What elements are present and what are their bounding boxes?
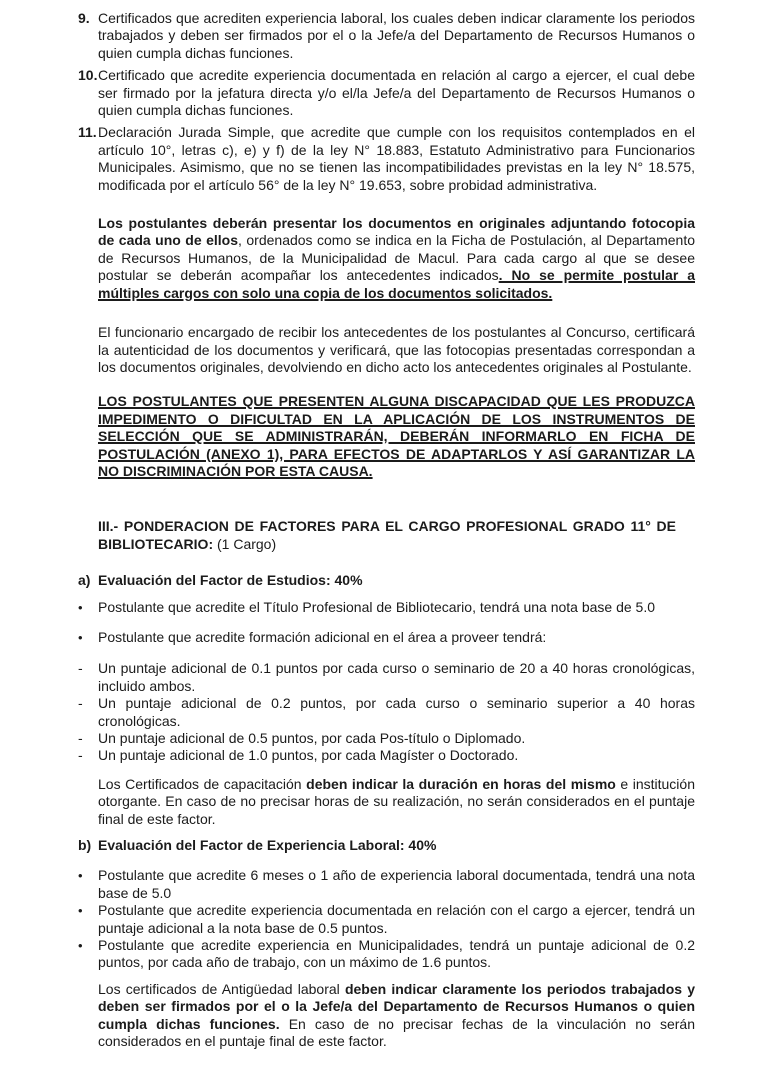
dash-item [78, 730, 695, 747]
dash-item [78, 660, 695, 695]
item-number: 9. [78, 10, 90, 26]
item-text: Certificados que acrediten experiencia laboral, los cuales deben indicar claramente los periodos trabajados y deben ser firmados por el o la Jefe/a del Departamento de Recursos Humanos o quien cumpla dichas funciones. [98, 10, 695, 61]
bullet-text: Postulante que acredite formación adicional en el área a proveer tendrá: [98, 628, 547, 645]
bullet-text: Postulante que acredite experiencia documentada en relación con el cargo a ejercer, tendrá un puntaje adicional a la nota base de 0.5 puntos. [98, 902, 695, 936]
para-presentacion [98, 215, 695, 302]
factor-a-heading [78, 572, 695, 589]
para-presentacion-underlined-end: . No se permite postular a múltiples cargos con solo una copia de los documentos solicitados. [98, 267, 695, 301]
bullet-icon: • [78, 629, 83, 645]
note-antiguedad-tail: En caso de no precisar fechas de la vinculación no serán considerados en el puntaje final de este factor. [98, 1015, 695, 1050]
section-iii-heading [98, 518, 676, 553]
dash-text: Un puntaje adicional de 0.2 puntos, por cada curso o seminario superior a 40 horas cronológicas. [98, 695, 695, 729]
dash-text: Un puntaje adicional de 0.1 puntos por cada curso o seminario de 20 a 40 horas cronológicas, incluido ambos. [98, 660, 695, 694]
bullet-item [78, 599, 695, 616]
note-antiguedad [98, 981, 695, 1051]
bullet-item [78, 867, 695, 902]
note-capacitacion-lead: Los Certificados de capacitación [98, 775, 307, 792]
section-iii-heading-normal: (1 Cargo) [213, 535, 277, 552]
note-antiguedad-lead: Los certificados de Antigüedad laboral [98, 980, 345, 997]
item-text: Certificado que acredite experiencia documentada en relación al cargo a ejercer, el cual debe ser firmado por la jefatura directa y/o el/la Jefe/a del Departamento de Recursos Humanos o quien cumpla dichas funciones. [98, 67, 695, 119]
bullet-item [78, 902, 695, 937]
factor-b-heading [78, 837, 695, 854]
para-presentacion-bold-intro: Los postulantes deberán presentar los documentos en originales adjuntando fotocopia de cada uno de ellos [98, 215, 695, 249]
note-antiguedad-bold: deben indicar claramente los periodos trabajados y deben ser firmados por el o la Jefe/a del Departamento de Recursos Humanos o quien cumpla dichas funciones. [98, 980, 695, 1032]
bullet-icon: • [78, 903, 83, 919]
note-capacitacion-tail: e institución otorgante. En caso de no precisar horas de su realización, no serán considerados en el puntaje final de este factor. [98, 775, 695, 827]
dash-icon: - [78, 660, 83, 677]
section-iii-heading-bold: III.- PONDERACION DE FACTORES PARA EL CARGO PROFESIONAL GRADO 11° DE BIBLIOTECARIO: [98, 518, 676, 552]
para-presentacion-body: , ordenados como se indica en la Ficha de Postulación, al Departamento de Recursos Humanos, de la Municipalidad de Macul. Para cada cargo al que se desee postular se deberán acompañar los antecedentes indicados [98, 232, 695, 284]
factor-b-bullets [78, 867, 695, 971]
note-capacitacion [98, 776, 695, 828]
dash-item [78, 747, 695, 764]
numbered-item-11 [78, 124, 695, 194]
bullet-text: Postulante que acredite 6 meses o 1 año de experiencia laboral documentada, tendrá una nota base de 5.0 [98, 867, 695, 901]
bullet-icon: • [78, 868, 83, 884]
item-number: 11. [78, 124, 97, 141]
dash-list [78, 660, 695, 764]
dash-icon: - [78, 747, 83, 764]
item-text: Declaración Jurada Simple, que acredite que cumple con los requisitos contemplados en el artículo 10°, letras c), e) y f) de la ley N° 18.883, Estatuto Administrativo para Funcionarios Municipales. Asimismo, que no se tienen las incompatibilidades previstas en la ley N° 18.575, modificada por el artículo 56° de la ley N° 19.653, sobre probidad administrativa. [98, 124, 695, 193]
bullet-icon: • [78, 938, 83, 954]
factor-a-title: Evaluación del Factor de Estudios: 40% [98, 572, 363, 589]
bullet-item [78, 937, 695, 972]
factor-b-title: Evaluación del Factor de Experiencia Laboral: 40% [98, 837, 437, 854]
dash-text: Un puntaje adicional de 1.0 puntos, por cada Magíster o Doctorado. [98, 747, 519, 764]
para-funcionario: El funcionario encargado de recibir los antecedentes de los postulantes al Concurso, certificará la autenticidad de los documentos y verificará, que las fotocopias presentadas correspondan a los documentos originales, devolviendo en dicho acto los antecedentes originales al Postulante. [98, 324, 695, 375]
numbered-item-10 [78, 67, 695, 119]
numbered-item-9 [78, 10, 695, 62]
item-number: 10. [78, 67, 98, 84]
dash-icon: - [78, 695, 83, 712]
bullet-icon: • [78, 599, 83, 615]
note-capacitacion-bold: deben indicar la duración en horas del mismo [306, 775, 616, 792]
bullet-text: Postulante que acredite el Título Profesional de Bibliotecario, tendrá una nota base de 5.0 [98, 598, 656, 615]
bullet-text: Postulante que acredite experiencia en Municipalidades, tendrá un puntaje adicional de 0.2 puntos, por cada año de trabajo, con un máximo de 1.6 puntos. [98, 937, 695, 971]
bullet-item [78, 629, 695, 646]
dash-icon: - [78, 730, 83, 746]
dash-item [78, 695, 695, 730]
dash-text: Un puntaje adicional de 0.5 puntos, por cada Pos-título o Diplomado. [98, 730, 526, 746]
factor-b-label: b) [78, 837, 92, 854]
factor-a-label: a) [78, 572, 91, 589]
para-discapacidad: LOS POSTULANTES QUE PRESENTEN ALGUNA DISCAPACIDAD QUE LES PRODUZCA IMPEDIMENTO O DIFICULTAD EN LA APLICACIÓN DE LOS INSTRUMENTOS DE SELECCIÓN QUE SE ADMINISTRARÁN, DEBERÁN INFORMARLO EN FICHA DE POSTULACIÓN (ANEXO 1), PARA EFECTOS DE ADAPTARLOS Y ASÍ GARANTIZAR LA NO DISCRIMINACIÓN POR ESTA CAUSA. [98, 393, 695, 479]
